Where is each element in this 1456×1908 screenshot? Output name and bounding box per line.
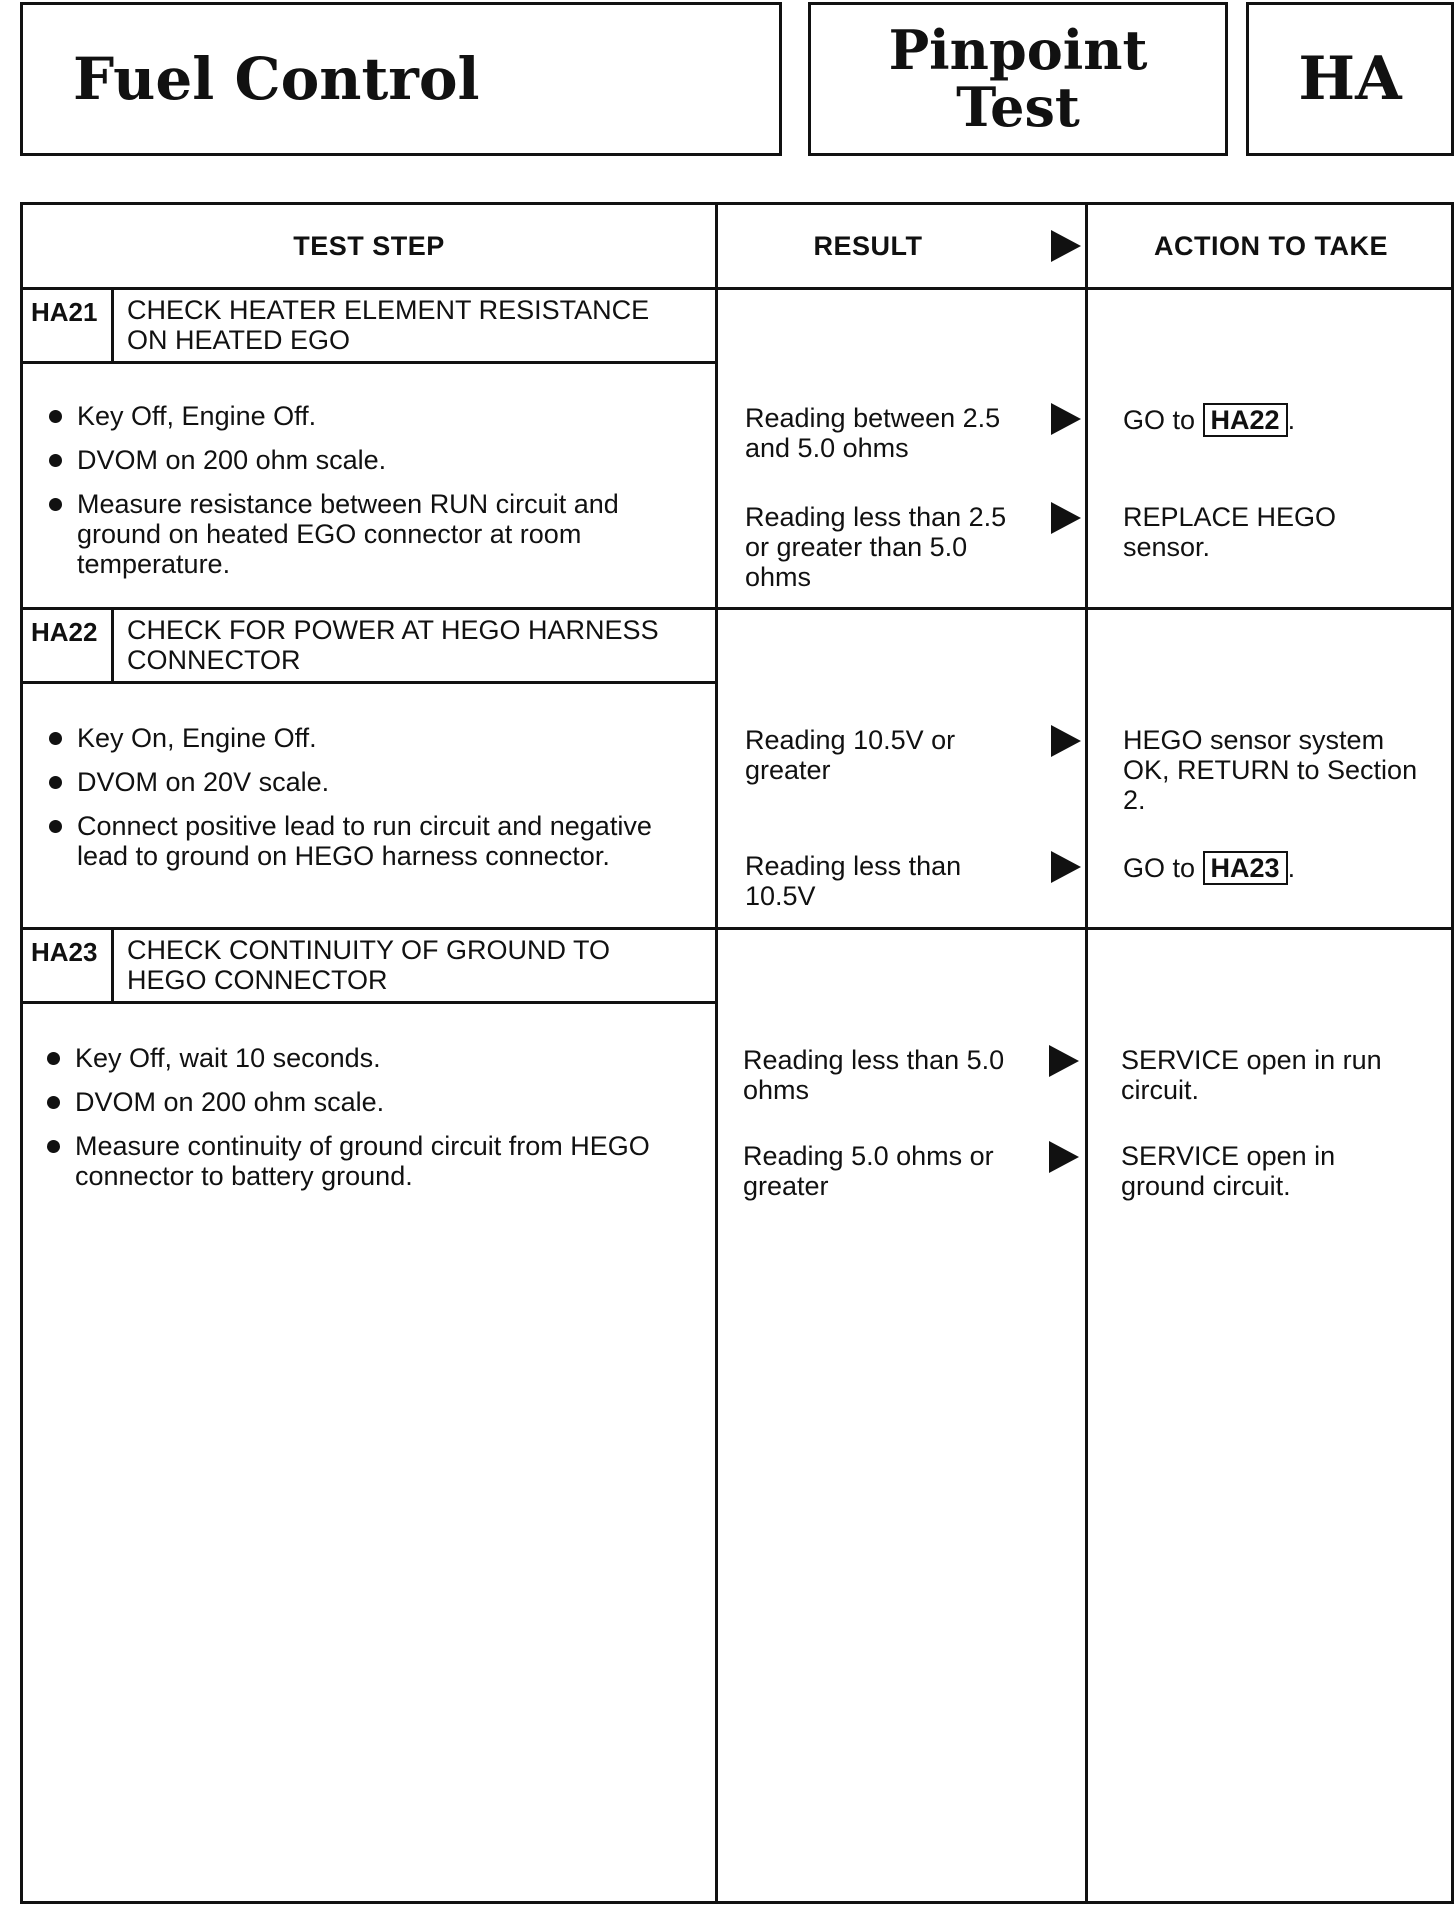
- step-title-divider: [23, 681, 715, 684]
- step-id-divider: [111, 927, 114, 1001]
- instruction-item: Measure resistance between RUN circuit and ground on heated EGO connector at room temperature.: [47, 489, 687, 579]
- action-text: HEGO sensor system OK, RETURN to Section 2.: [1123, 725, 1418, 815]
- section-code-box: [1246, 2, 1454, 156]
- right-arrow-icon: [1051, 230, 1081, 262]
- column-divider: [1085, 205, 1088, 1901]
- row-divider: [23, 927, 1451, 930]
- column-divider: [715, 205, 718, 1901]
- step-instructions: [45, 1043, 695, 1205]
- action-text: [1123, 403, 1423, 437]
- step-id-divider: [111, 607, 114, 681]
- right-arrow-icon: [1051, 502, 1081, 534]
- step-title: [127, 295, 649, 355]
- result-text: Reading 5.0 ohms or greater: [743, 1141, 994, 1201]
- instruction-item: Key Off, Engine Off.: [47, 401, 687, 431]
- step-id: HA23: [31, 937, 98, 967]
- action-text: [1123, 851, 1423, 885]
- instruction-item: Connect positive lead to run circuit and negative lead to ground on HEGO harness connector.: [47, 811, 697, 871]
- step-title-divider: [23, 1001, 715, 1004]
- result-text: Reading less than 2.5 or greater than 5.0 ohms: [745, 502, 1007, 592]
- action-text: SERVICE open in ground circuit.: [1121, 1141, 1336, 1201]
- step-title-line: CHECK CONTINUITY OF GROUND TO: [127, 935, 611, 965]
- page-title: Fuel Control: [73, 45, 480, 113]
- right-arrow-icon: [1049, 1141, 1079, 1173]
- step-instructions: [47, 723, 697, 885]
- instruction-item: DVOM on 200 ohm scale.: [45, 1087, 695, 1117]
- result-text: Reading 10.5V or greater: [745, 725, 956, 785]
- action-prefix: GO to: [1123, 853, 1196, 883]
- step-title-line: CHECK HEATER ELEMENT RESISTANCE: [127, 295, 650, 325]
- step-title-divider: [23, 361, 715, 364]
- step-title-line: ON HEATED EGO: [127, 325, 351, 355]
- right-arrow-icon: [1051, 403, 1081, 435]
- step-title: [127, 935, 610, 995]
- right-arrow-icon: [1051, 725, 1081, 757]
- action-suffix: .: [1287, 405, 1296, 435]
- instruction-item: DVOM on 20V scale.: [47, 767, 697, 797]
- instruction-item: Key On, Engine Off.: [47, 723, 697, 753]
- step-id: HA21: [31, 297, 98, 327]
- instruction-item: Key Off, wait 10 seconds.: [45, 1043, 695, 1073]
- action-text: REPLACE HEGO sensor.: [1123, 502, 1337, 562]
- right-arrow-icon: [1049, 1045, 1079, 1077]
- doc-type-line1: Pinpoint: [888, 18, 1148, 83]
- result-text: Reading less than 5.0 ohms: [743, 1045, 1005, 1105]
- action-text: SERVICE open in run circuit.: [1121, 1045, 1382, 1105]
- pinpoint-test-table: [20, 202, 1454, 1904]
- doc-type-box: [808, 2, 1228, 156]
- step-title: [127, 615, 659, 675]
- action-prefix: GO to: [1123, 405, 1196, 435]
- page-title-box: [20, 2, 782, 156]
- step-id-divider: [111, 287, 114, 361]
- result-text: Reading less than 10.5V: [745, 851, 962, 911]
- step-title-line: CHECK FOR POWER AT HEGO HARNESS: [127, 615, 659, 645]
- step-reference: HA23: [1203, 851, 1288, 885]
- step-title-line: CONNECTOR: [127, 645, 301, 675]
- column-header-action: ACTION TO TAKE: [1154, 230, 1388, 261]
- step-instructions: [47, 401, 687, 593]
- instruction-item: Measure continuity of ground circuit from HEGO connector to battery ground.: [45, 1131, 695, 1191]
- action-suffix: .: [1287, 853, 1296, 883]
- section-code: HA: [1298, 44, 1402, 114]
- column-header-test-step: TEST STEP: [293, 230, 445, 261]
- row-divider: [23, 287, 1451, 290]
- doc-type-line2: Test: [956, 75, 1080, 139]
- result-text: Reading between 2.5 and 5.0 ohms: [745, 403, 1001, 463]
- instruction-item: DVOM on 200 ohm scale.: [47, 445, 687, 475]
- row-divider: [23, 607, 1451, 610]
- step-reference: HA22: [1203, 403, 1288, 437]
- step-title-line: HEGO CONNECTOR: [127, 965, 388, 995]
- column-header-result: RESULT: [813, 230, 923, 261]
- right-arrow-icon: [1051, 851, 1081, 883]
- step-id: HA22: [31, 617, 98, 647]
